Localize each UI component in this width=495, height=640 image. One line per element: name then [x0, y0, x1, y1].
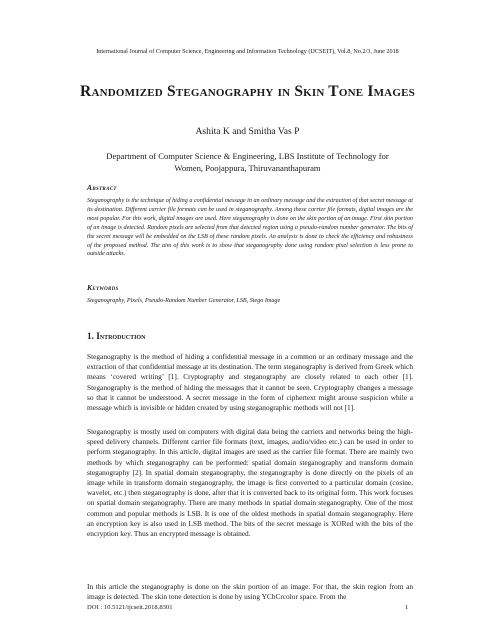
intro-paragraph-2: Steganography is mostly used on computers with digital data being the carriers and networks being the high-speed delivery channels. Different carrier file formats (text, images, audio/video etc.) can be used in order to perform steganography. In this article, digital images are used as the carrier file format. There are mainly two methods by which steganography can be performed: spatial domain steganography and transform domain steganography [2]. In spatial domain steganography, the steganography is done directly on the pixels of an image while in transform domain steganography, the image is first converted to a particular domain (cosine, wavelet, etc.) then steganography is done, after that it is converted back to its original form. This work focuses on spatial domain steganography. There are many methods in spatial domain steganography. One of the most common and popular methods is LSB. It is one of the oldest methods in spatial domain steganography. Here an encryption key is also used in LSB method. The bits of the secret message is XORed with the bits of the encryption key. Thus an encrypted message is obtained. [87, 427, 413, 539]
introduction-heading: 1. Introduction [87, 331, 146, 341]
paper-title: Randomized Steganography in Skin Tone Images [80, 83, 415, 100]
intro-paragraph-3: In this article the steganography is done on the skin portion of an image. For that, the skin region from an image is detected. The skin tone detection is done by using YCbCrcolor space. From the [87, 582, 413, 602]
page-number: 1 [405, 604, 409, 611]
author-affiliation: Department of Computer Science & Engineering, LBS Institute of Technology for Women, Poojappura, Thiruvananthapuram [106, 151, 389, 173]
intro-paragraph-1: Steganography is the method of hiding a confidential message in a common or an ordinary message and the extraction of that confidential message at its destination. The term steganography is derived from Greek which means ‘covered writing’ [1]. Cryptography and steganography are closely related to each other [1]. Steganography is the method of hiding the messages that it cannot be seen. Cryptography changes a message so that it cannot be understood. A secret message in the form of ciphertext might arouse suspicion while a message which is invisible or hidden created by using steganographic methods will not [1]. [87, 352, 413, 413]
keywords-text: Steganography, Pixels, Pseudo-Random Number Generator, LSB, Stego Image [87, 298, 281, 304]
running-head: International Journal of Computer Science, Engineering and Information Technology (IJCSEIT), Vol.8, No.2/3, June 2018 [96, 48, 399, 55]
abstract-heading: Abstract [87, 183, 117, 192]
footer-doi: DOI : 10.5121/ijcseit.2018.8301 [87, 604, 173, 611]
keywords-heading: Keywords [87, 283, 119, 292]
paper-authors: Ashita K and Smitha Vas P [195, 126, 300, 137]
abstract-text: Steganography is the technique of hiding a confidential message in an ordinary message and the extraction of that secret message at its destination. Different carrier file formats can be used in steganography. Among these carrier file formats, digital images are the most popular. For this work, digital images are used. Here steganography is done on the skin portion of an image. First skin portion of an image is detected. Random pixels are selected from that detected region using a pseudo-random number generator. The bits of the secret message will be embedded on the LSB of these random pixels. An analysis is done to check the efficiency and robustness of the proposed method. The aim of this work is to show that steganography done using random pixel selection is less prone to outside attacks. [87, 198, 413, 258]
